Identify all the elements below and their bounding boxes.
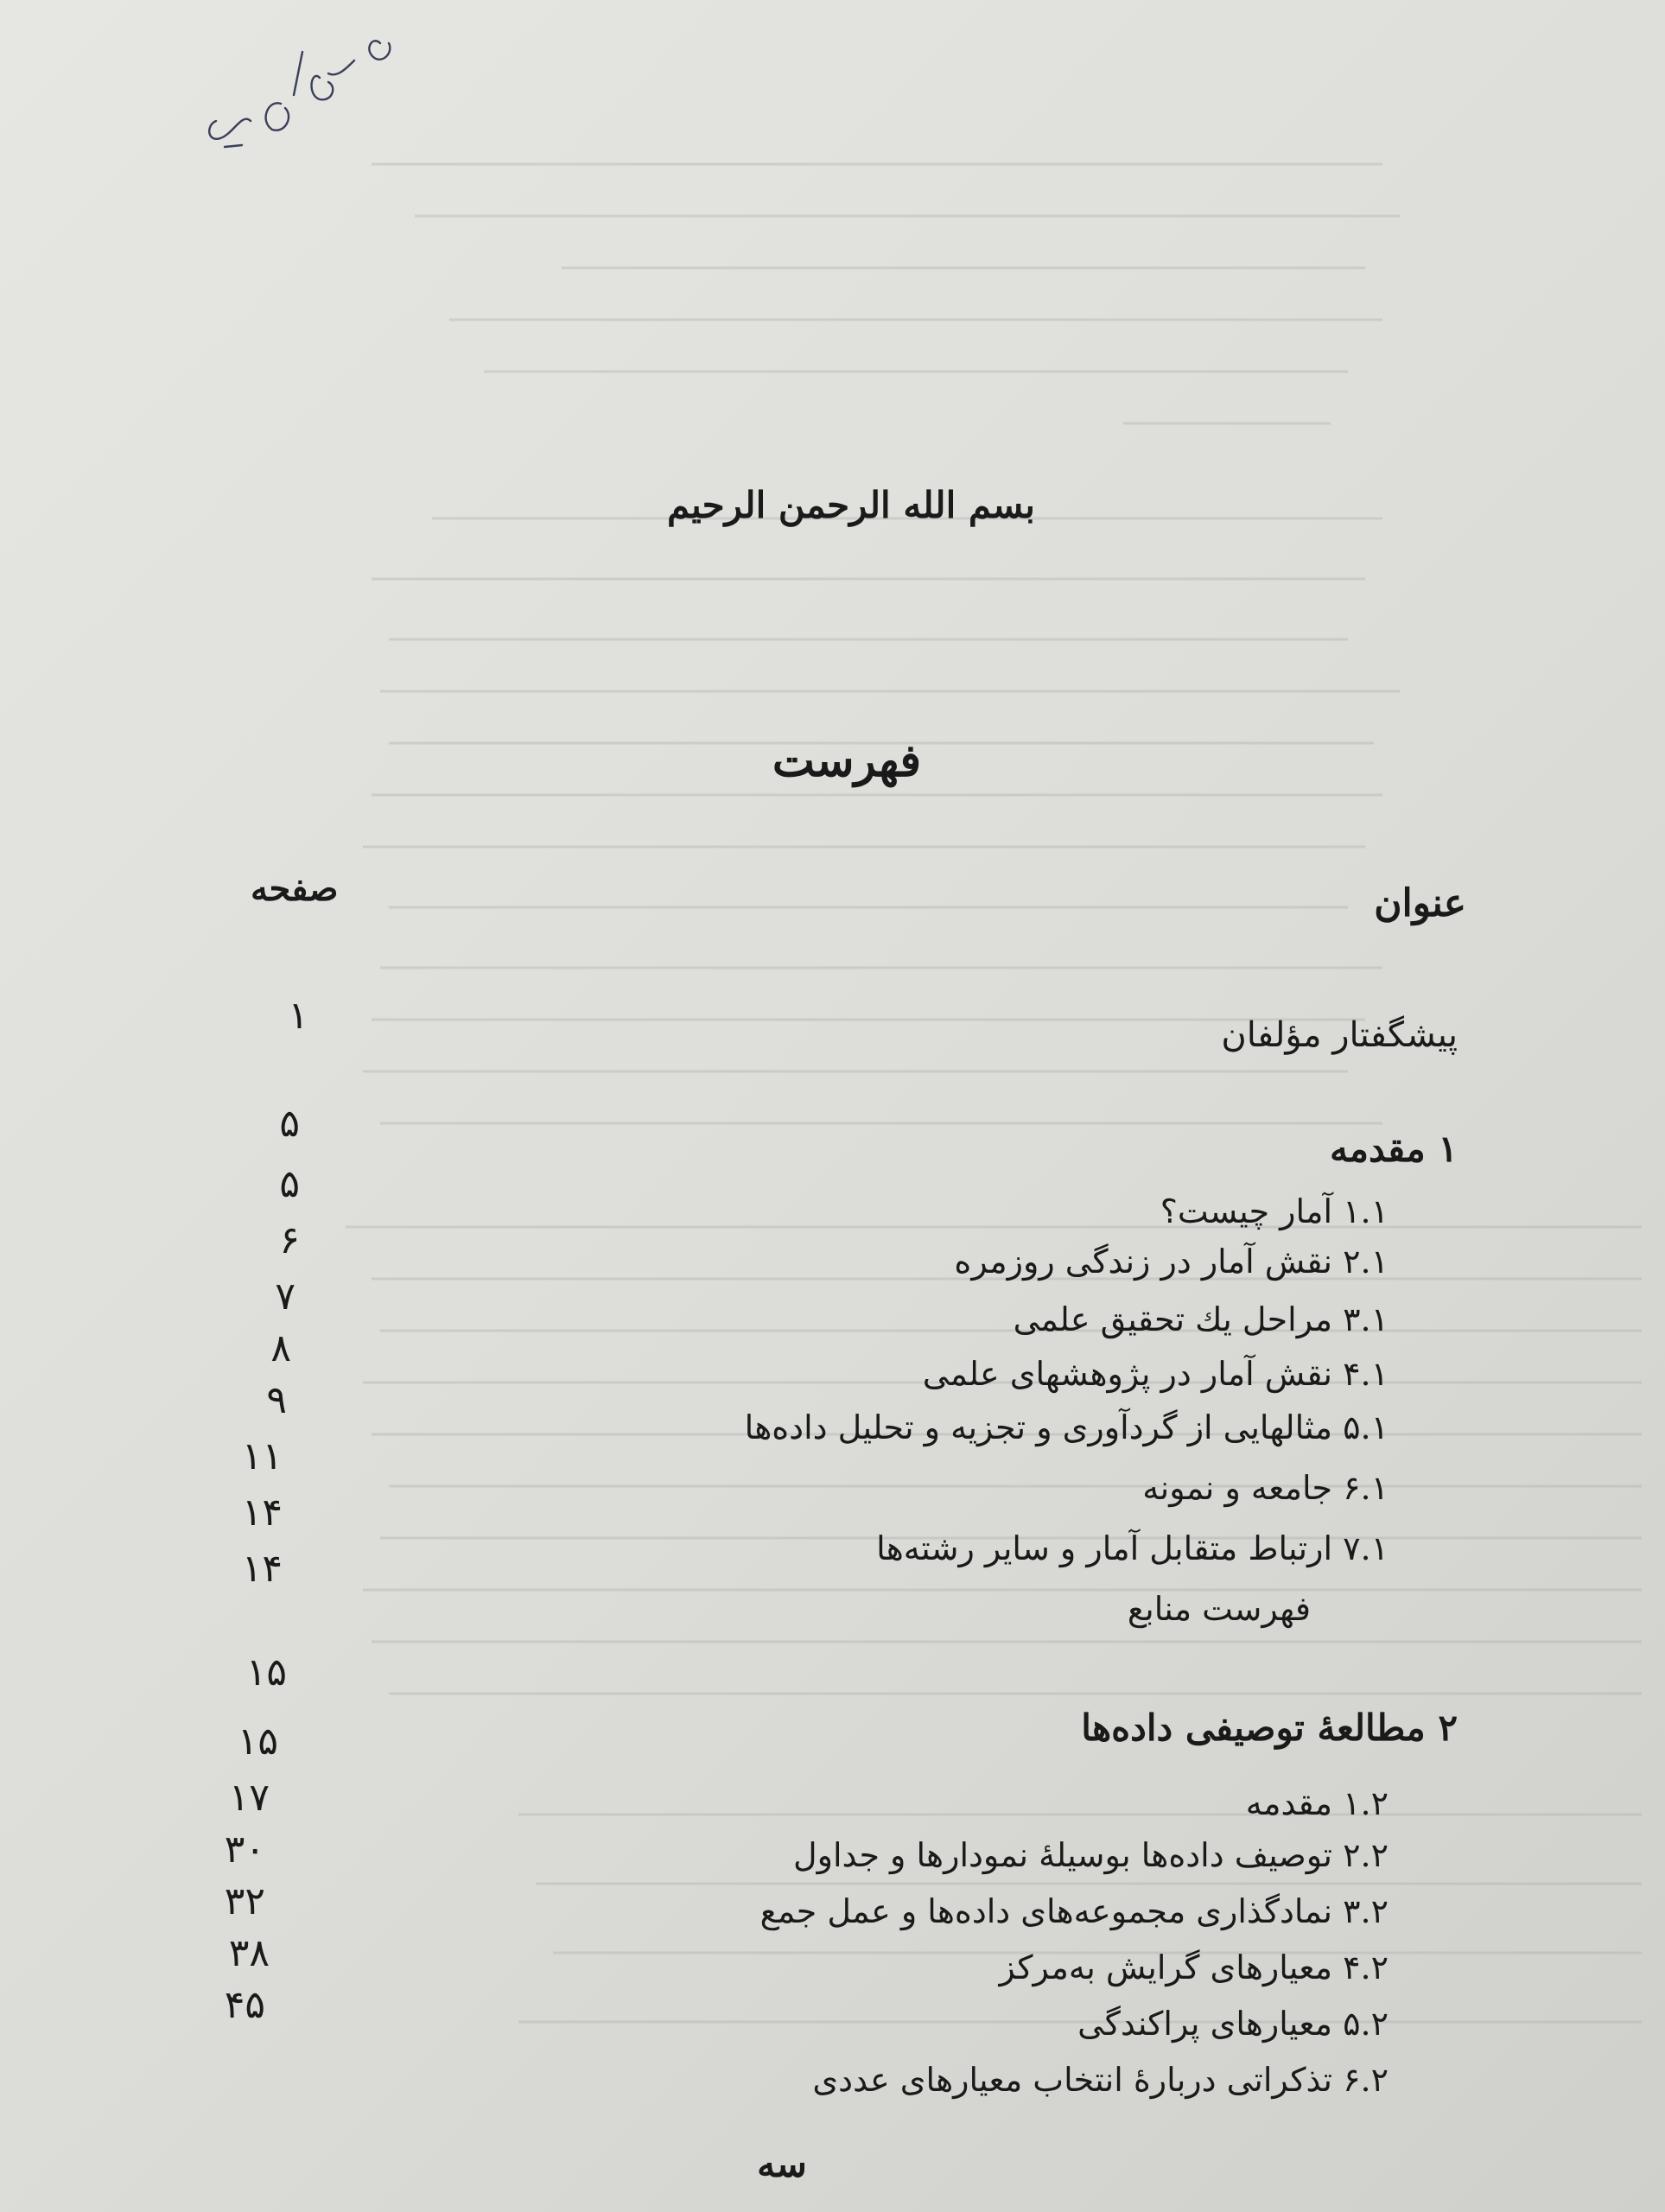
toc-entry: ۱.۲ مقدمه bbox=[1245, 1784, 1389, 1822]
page-number-footer: سه bbox=[757, 2143, 807, 2185]
toc-page-number: ۳۰ bbox=[224, 1827, 265, 1872]
toc-entry: ۲.۲ توصیف داده‌ها بوسیلهٔ نمودارها و جداول bbox=[793, 1836, 1389, 1874]
column-header-title: عنوان bbox=[1374, 881, 1466, 925]
toc-page-number: ۴۵ bbox=[224, 1983, 265, 2027]
toc-page-number: ۱۴ bbox=[241, 1491, 283, 1535]
toc-page-number: ۱ bbox=[288, 994, 308, 1038]
toc-page-number: ۵ bbox=[279, 1102, 300, 1146]
toc-page-number: ۵ bbox=[279, 1162, 300, 1206]
toc-entry: ۷.۱ ارتباط متقابل آمار و سایر رشته‌ها bbox=[876, 1529, 1389, 1567]
toc-entry: ۲.۱ نقش آمار در زندگی روزمره bbox=[954, 1243, 1389, 1281]
toc-entry: ۶.۲ تذکراتی دربارهٔ انتخاب معیارهای عددی bbox=[812, 2061, 1389, 2099]
toc-page-number: ۱۷ bbox=[228, 1776, 270, 1820]
toc-page-number: ۷ bbox=[275, 1274, 296, 1319]
toc-entry: ۲ مطالعهٔ توصیفی داده‌ها bbox=[1081, 1707, 1458, 1749]
toc-page-number: ۸ bbox=[270, 1326, 291, 1370]
toc-entry: ۵.۲ معیارهای پراکندگی bbox=[1077, 2005, 1389, 2043]
toc-page-number: ۱۵ bbox=[245, 1650, 287, 1694]
toc-entry: ۴.۱ نقش آمار در پژوهشهای علمی bbox=[922, 1355, 1389, 1393]
toc-page-number: ۱۴ bbox=[241, 1547, 283, 1591]
toc-entry: ۱.۱ آمار چیست؟ bbox=[1160, 1192, 1389, 1230]
toc-entry: ۳.۲ نمادگذاری مجموعه‌های داده‌ها و عمل جمع bbox=[759, 1892, 1389, 1930]
handwritten-signature bbox=[199, 17, 423, 164]
toc-entry: ۴.۲ معیارهای گرایش به‌مرکز bbox=[999, 1948, 1389, 1986]
toc-entry: ۱ مقدمه bbox=[1330, 1128, 1458, 1170]
toc-entry: ۶.۱ جامعه و نمونه bbox=[1142, 1469, 1389, 1507]
toc-page-number: ۳۲ bbox=[224, 1879, 265, 1923]
toc-entry: پیشگفتار مؤلفان bbox=[1221, 1015, 1458, 1055]
column-header-page: صفحه bbox=[251, 868, 339, 909]
toc-page-number: ۶ bbox=[279, 1218, 300, 1262]
toc-entry: ۵.۱ مثالهایی از گردآوری و تجزیه و تحلیل داده‌ها bbox=[744, 1408, 1389, 1446]
toc-page-number: ۹ bbox=[266, 1378, 287, 1422]
toc-entry: ۳.۱ مراحل یك تحقیق علمی bbox=[1013, 1300, 1389, 1338]
toc-entry: فهرست منابع bbox=[1127, 1590, 1311, 1628]
toc-page-number: ۱۱ bbox=[241, 1434, 283, 1478]
page-title: فهرست bbox=[772, 734, 922, 787]
toc-page-number: ۱۵ bbox=[237, 1719, 278, 1764]
toc-page-number: ۳۸ bbox=[228, 1931, 270, 1975]
bismillah-heading: بسم الله الرحمن الرحیم bbox=[667, 484, 1035, 526]
